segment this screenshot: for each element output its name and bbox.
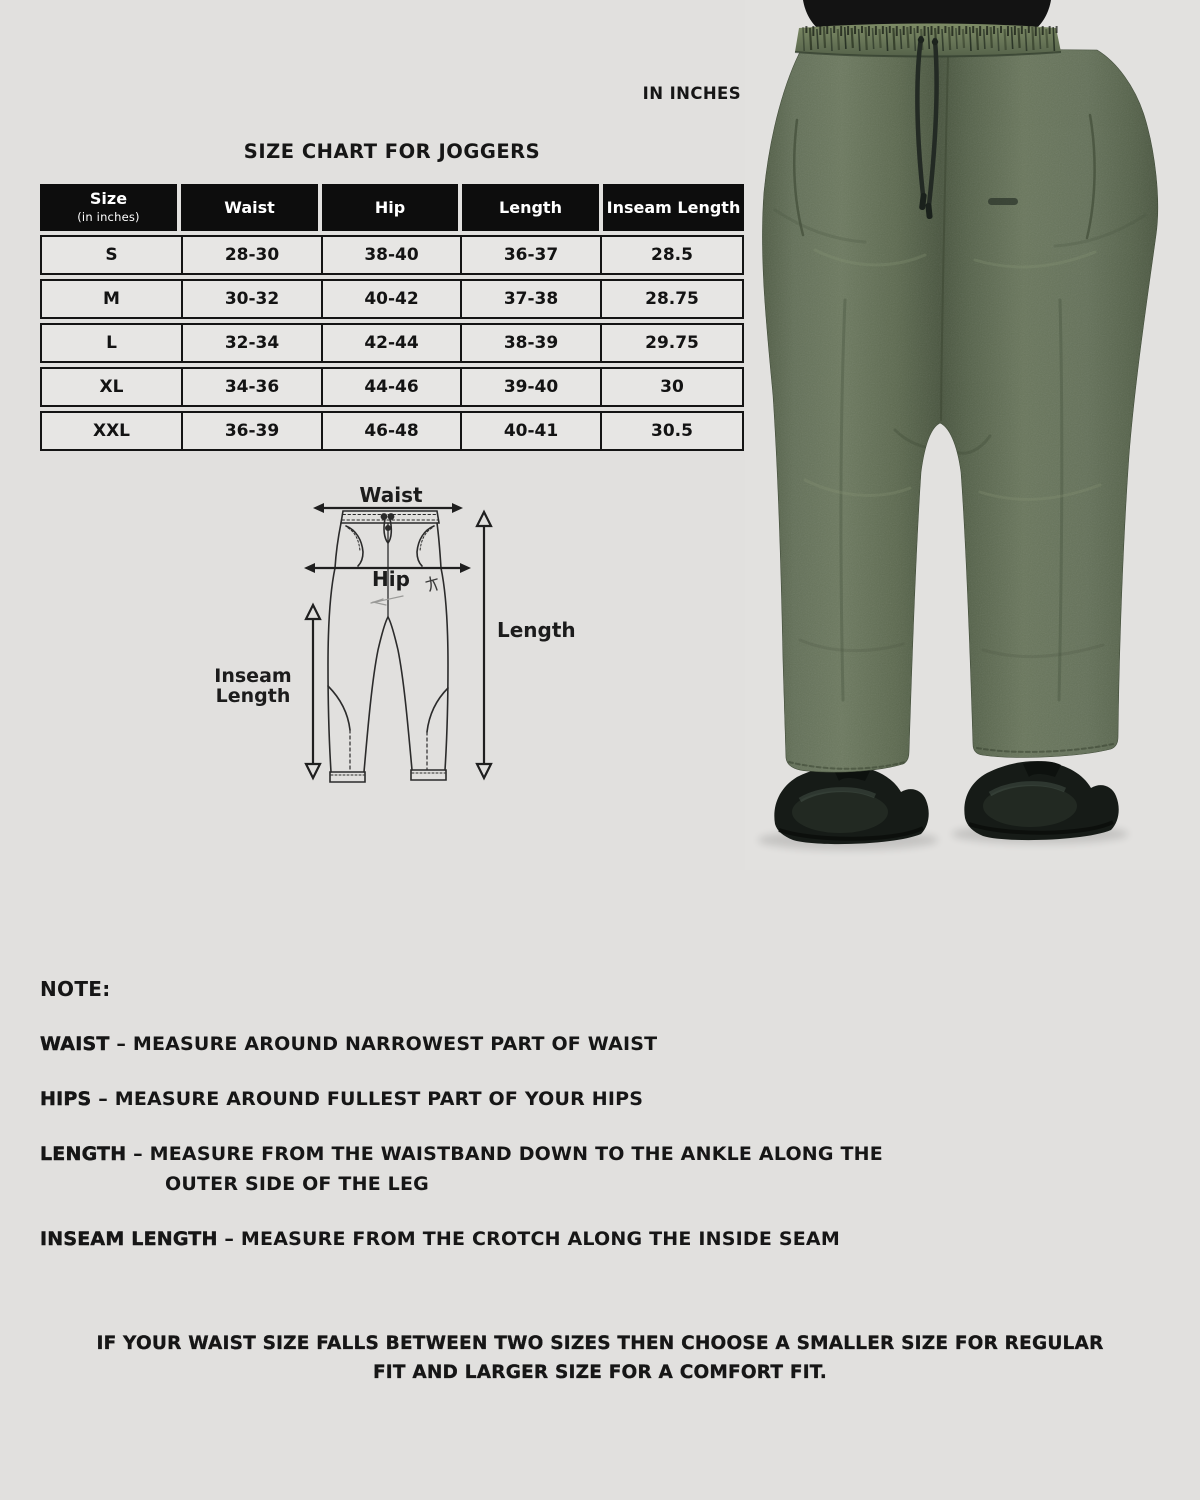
sketch-scribble — [371, 596, 403, 605]
column-header-label: Length — [499, 197, 562, 217]
table-cell: 39-40 — [460, 369, 600, 405]
column-header-length — [462, 184, 599, 231]
table-cell: 42-44 — [321, 325, 460, 361]
table-body — [40, 235, 744, 451]
column-header-size — [40, 184, 177, 231]
note-item — [40, 1139, 1055, 1199]
sketch-brand-mark — [426, 577, 437, 591]
sketch-drawstring-toggle — [381, 514, 386, 519]
fit-advice-line2: FIT AND LARGER SIZE FOR A COMFORT FIT. — [372, 1362, 828, 1383]
table-cell: L — [106, 333, 117, 353]
table-cell: M — [103, 289, 120, 309]
note-item — [40, 1029, 1055, 1059]
length-label: Length — [497, 618, 576, 642]
table-cell: 36-37 — [460, 237, 600, 273]
note-description: – MEASURE AROUND FULLEST PART OF YOUR HIPS — [91, 1088, 644, 1110]
table-cell: 30-32 — [181, 281, 321, 317]
inseam-arrow — [306, 605, 320, 778]
table-row — [40, 235, 744, 275]
table-header-row — [40, 184, 744, 231]
sketch-left-inseam — [364, 617, 388, 772]
inseam-label-line2: Length — [215, 685, 291, 707]
note-term: WAIST — [40, 1033, 110, 1055]
column-header-label: Waist — [224, 197, 275, 217]
column-header-subtext: (in inches) — [77, 209, 140, 224]
sketch-left-pocket — [346, 526, 363, 566]
sketch-right-pocket — [417, 526, 434, 566]
fit-advice — [40, 1329, 1160, 1387]
table-row — [40, 323, 744, 363]
note-item — [40, 1084, 1055, 1114]
table-cell: XL — [99, 377, 124, 397]
table-cell: 28.5 — [600, 237, 742, 273]
inseam-label-line1: Inseam — [214, 665, 292, 687]
note-description-line2: OUTER SIDE OF THE LEG — [165, 1173, 429, 1195]
table-cell: 28-30 — [181, 237, 321, 273]
table-row — [40, 367, 744, 407]
notes-section — [40, 974, 1055, 1254]
sketch-knee-seam — [427, 688, 448, 732]
column-header-label: Hip — [374, 197, 406, 217]
table-cell: 44-46 — [321, 369, 460, 405]
column-header-label: Size — [89, 188, 128, 208]
measurement-arrows — [304, 503, 491, 778]
sketch-knee-seam — [328, 686, 350, 730]
note-term: INSEAM LENGTH — [40, 1228, 218, 1250]
table-cell: 30.5 — [600, 413, 742, 449]
note-term: HIPS — [40, 1088, 92, 1110]
table-row — [40, 279, 744, 319]
measurement-diagram — [200, 470, 600, 800]
table-cell: 37-38 — [460, 281, 600, 317]
page-title: SIZE CHART FOR JOGGERS — [243, 140, 541, 163]
model-photo — [745, 0, 1200, 870]
note-item — [40, 1224, 1055, 1254]
sketch-right-cuff — [411, 770, 446, 780]
note-term: LENGTH — [40, 1143, 127, 1165]
column-header-label: Inseam Length — [606, 197, 741, 217]
jogger-waistband — [795, 24, 1061, 57]
table-row — [40, 411, 744, 451]
notes-heading: NOTE: — [40, 977, 111, 1001]
table-cell: 30 — [600, 369, 742, 405]
waist-label: Waist — [359, 483, 423, 507]
fit-advice-line1: IF YOUR WAIST SIZE FALLS BETWEEN TWO SIZES THEN CHOOSE A SMALLER SIZE FOR REGULAR — [96, 1333, 1104, 1354]
table-cell: XXL — [92, 421, 131, 441]
sketch-right-outseam — [437, 523, 448, 770]
note-description: – MEASURE FROM THE CROTCH ALONG THE INSIDE SEAM — [217, 1228, 840, 1250]
length-arrow — [477, 512, 491, 778]
table-cell: 40-42 — [321, 281, 460, 317]
table-cell: 40-41 — [460, 413, 600, 449]
note-description: – MEASURE FROM THE WAISTBAND DOWN TO THE ANKLE ALONG THE — [126, 1143, 883, 1165]
table-cell: 32-34 — [181, 325, 321, 361]
column-header-waist — [181, 184, 318, 231]
sketch-right-inseam — [388, 617, 412, 770]
table-cell: 29.75 — [600, 325, 742, 361]
table-cell: S — [105, 245, 118, 265]
sketch-left-cuff — [330, 772, 365, 782]
column-header-inseam-length — [603, 184, 744, 231]
notes-list — [40, 1029, 1055, 1254]
table-cell: 28.75 — [600, 281, 742, 317]
column-header-hip — [322, 184, 458, 231]
jogger-sketch — [328, 511, 448, 782]
table-cell: 34-36 — [181, 369, 321, 405]
brand-logo — [988, 198, 1018, 205]
table-cell: 46-48 — [321, 413, 460, 449]
size-chart-table — [40, 184, 744, 451]
sketch-left-outseam — [328, 523, 341, 772]
hip-label: Hip — [372, 567, 410, 591]
units-label: IN INCHES — [642, 84, 741, 103]
table-cell: 38-39 — [460, 325, 600, 361]
table-cell: 38-40 — [321, 237, 460, 273]
note-description: – MEASURE AROUND NARROWEST PART OF WAIST — [109, 1033, 658, 1055]
table-cell: 36-39 — [181, 413, 321, 449]
